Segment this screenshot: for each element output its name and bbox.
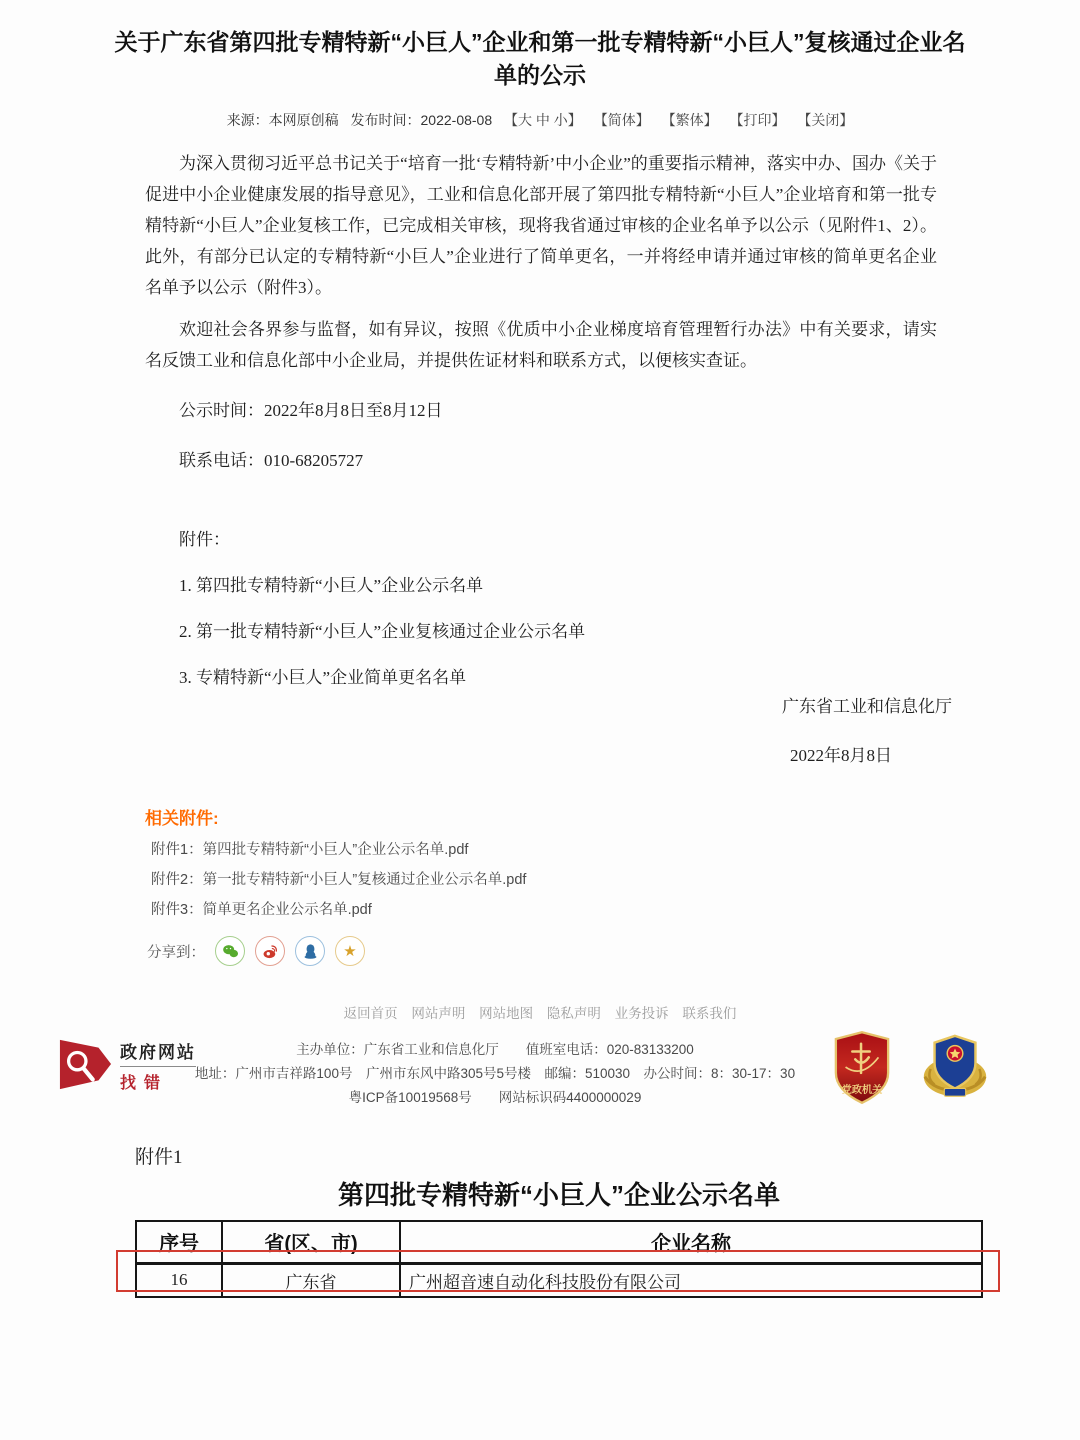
qq-icon [301, 942, 320, 961]
nav-sitemap[interactable]: 网站地图 [479, 1006, 534, 1021]
traditional-button[interactable]: 【繁体】 [661, 112, 718, 128]
paragraph-1: 为深入贯彻习近平总书记关于“培育一批‘专精特新’中小企业”的重要指示精神，落实中办、国办《关于促进中小企业健康发展的指导意见》，工业和信息化部开展了第四批专精特新“小巨人”企业培育和第一批专精特新“小巨人”企业复核工作，已完成相关审核，现将我省通过审核的企业名单予以公示（见附件1、2）。此外，有部分已认定的专精特新“小巨人”企业进行了简单更名，一并将经申请并通过审核的简单更名企业名单予以公示（附件3）。 [145, 154, 937, 297]
file-label-1: 附件1： [151, 842, 203, 858]
header-province: 省(区、市) [222, 1221, 400, 1263]
issue-date: 2022年8月8日 [790, 746, 892, 765]
gov-site-find-error-widget[interactable] [58, 1036, 196, 1094]
article-meta [0, 110, 1080, 130]
file-label-3: 附件3： [151, 902, 203, 918]
file-link-1[interactable]: 第四批专精特新“小巨人”企业公示名单.pdf [202, 842, 469, 858]
star-icon: ★ [343, 942, 357, 960]
article-body [145, 148, 937, 693]
footer-info [0, 1030, 1080, 1140]
table-row [136, 1263, 982, 1297]
source-label: 来源：本网原创稿 [226, 112, 339, 128]
find-error-line1: 政府网站 [120, 1038, 196, 1067]
attachment-item-3: 3. 专精特新“小巨人”企业简单更名名单 [179, 668, 467, 687]
attachment-number-label: 附件1 [135, 1147, 183, 1168]
notice-period: 公示时间：2022年8月8日至8月12日 [179, 401, 443, 420]
related-attachments [145, 804, 526, 966]
footer-address-line: 地址：广州市吉祥路100号 广州市东风中路305号5号楼 邮编：510030 办公时间：8：30-17：30 [194, 1066, 796, 1081]
nav-privacy[interactable]: 隐私声明 [546, 1006, 601, 1021]
qq-share-icon[interactable] [295, 936, 325, 966]
paragraph-2: 欢迎社会各界参与监督，如有异议，按照《优质中小企业梯度培育管理暂行办法》中有关要求，请实名反馈工业和信息化部中小企业局，并提供佐证材料和联系方式，以便核实查证。 [145, 320, 937, 370]
signature-block [782, 692, 952, 766]
police-badge-icon [920, 1030, 990, 1106]
attachment-item-1: 1. 第四批专精特新“小巨人”企业公示名单 [179, 576, 484, 595]
share-bar [147, 936, 526, 966]
nav-complaint[interactable]: 业务投诉 [614, 1006, 669, 1021]
related-attachments-header: 相关附件: [145, 809, 219, 828]
nav-contact[interactable]: 联系我们 [682, 1006, 737, 1021]
footer-icp-line: 粤ICP备10019568号 网站标识码4400000029 [348, 1090, 642, 1105]
file-link-3[interactable]: 简单更名企业公示名单.pdf [202, 902, 372, 918]
find-error-line2: 找错 [120, 1074, 169, 1092]
weibo-share-icon[interactable] [255, 936, 285, 966]
header-seq: 序号 [136, 1221, 222, 1263]
nav-site-statement[interactable]: 网站声明 [411, 1006, 466, 1021]
file-link-2[interactable]: 第一批专精特新“小巨人”复核通过企业公示名单.pdf [202, 872, 527, 888]
little-giant-list-table [135, 1220, 983, 1298]
footer-text-block [190, 1038, 800, 1110]
cell-seq: 16 [136, 1263, 222, 1297]
close-button[interactable]: 【关闭】 [797, 112, 854, 128]
attachments-label: 附件： [179, 530, 230, 549]
wechat-icon [221, 942, 240, 961]
file-label-2: 附件2： [151, 872, 203, 888]
qzone-share-icon[interactable] [335, 936, 365, 966]
header-company: 企业名称 [400, 1221, 982, 1263]
issuer-name: 广东省工业和信息化厅 [782, 697, 952, 716]
party-government-badge-icon [832, 1030, 892, 1106]
attachment-table-section [135, 1142, 983, 1298]
print-button[interactable]: 【打印】 [729, 112, 786, 128]
weibo-icon [261, 942, 280, 961]
font-size-control[interactable]: 【大 中 小】 [504, 112, 582, 128]
footer-nav [0, 1002, 1080, 1022]
nav-home[interactable]: 返回首页 [343, 1006, 398, 1021]
cell-province: 广东省 [222, 1263, 400, 1297]
footer-host-line: 主办单位：广东省工业和信息化厅 值班室电话：020-83133200 [296, 1042, 694, 1057]
find-error-flag-icon [58, 1036, 112, 1094]
publish-time-label: 发布时间：2022-08-08 [350, 112, 493, 128]
find-error-text [120, 1038, 196, 1093]
related-file-row [151, 842, 526, 859]
related-file-row [151, 872, 526, 889]
party-government-badge[interactable] [832, 1030, 892, 1111]
related-file-row [151, 902, 526, 919]
police-badge[interactable] [920, 1030, 990, 1111]
wechat-share-icon[interactable] [215, 936, 245, 966]
page-title: 关于广东省第四批专精特新“小巨人”企业和第一批专精特新“小巨人”复核通过企业名单的公示 [114, 29, 966, 89]
cell-company: 广州超音速自动化科技股份有限公司 [400, 1263, 982, 1297]
table-header-row [136, 1221, 982, 1263]
badge-label: 党政机关 [841, 1085, 883, 1097]
attachment-table-title: 第四批专精特新“小巨人”企业公示名单 [337, 1180, 780, 1210]
simplified-button[interactable]: 【简体】 [593, 112, 650, 128]
attachment-item-2: 2. 第一批专精特新“小巨人”企业复核通过企业公示名单 [179, 622, 586, 641]
share-label: 分享到： [147, 944, 205, 961]
contact-phone: 联系电话：010-68205727 [179, 451, 364, 470]
